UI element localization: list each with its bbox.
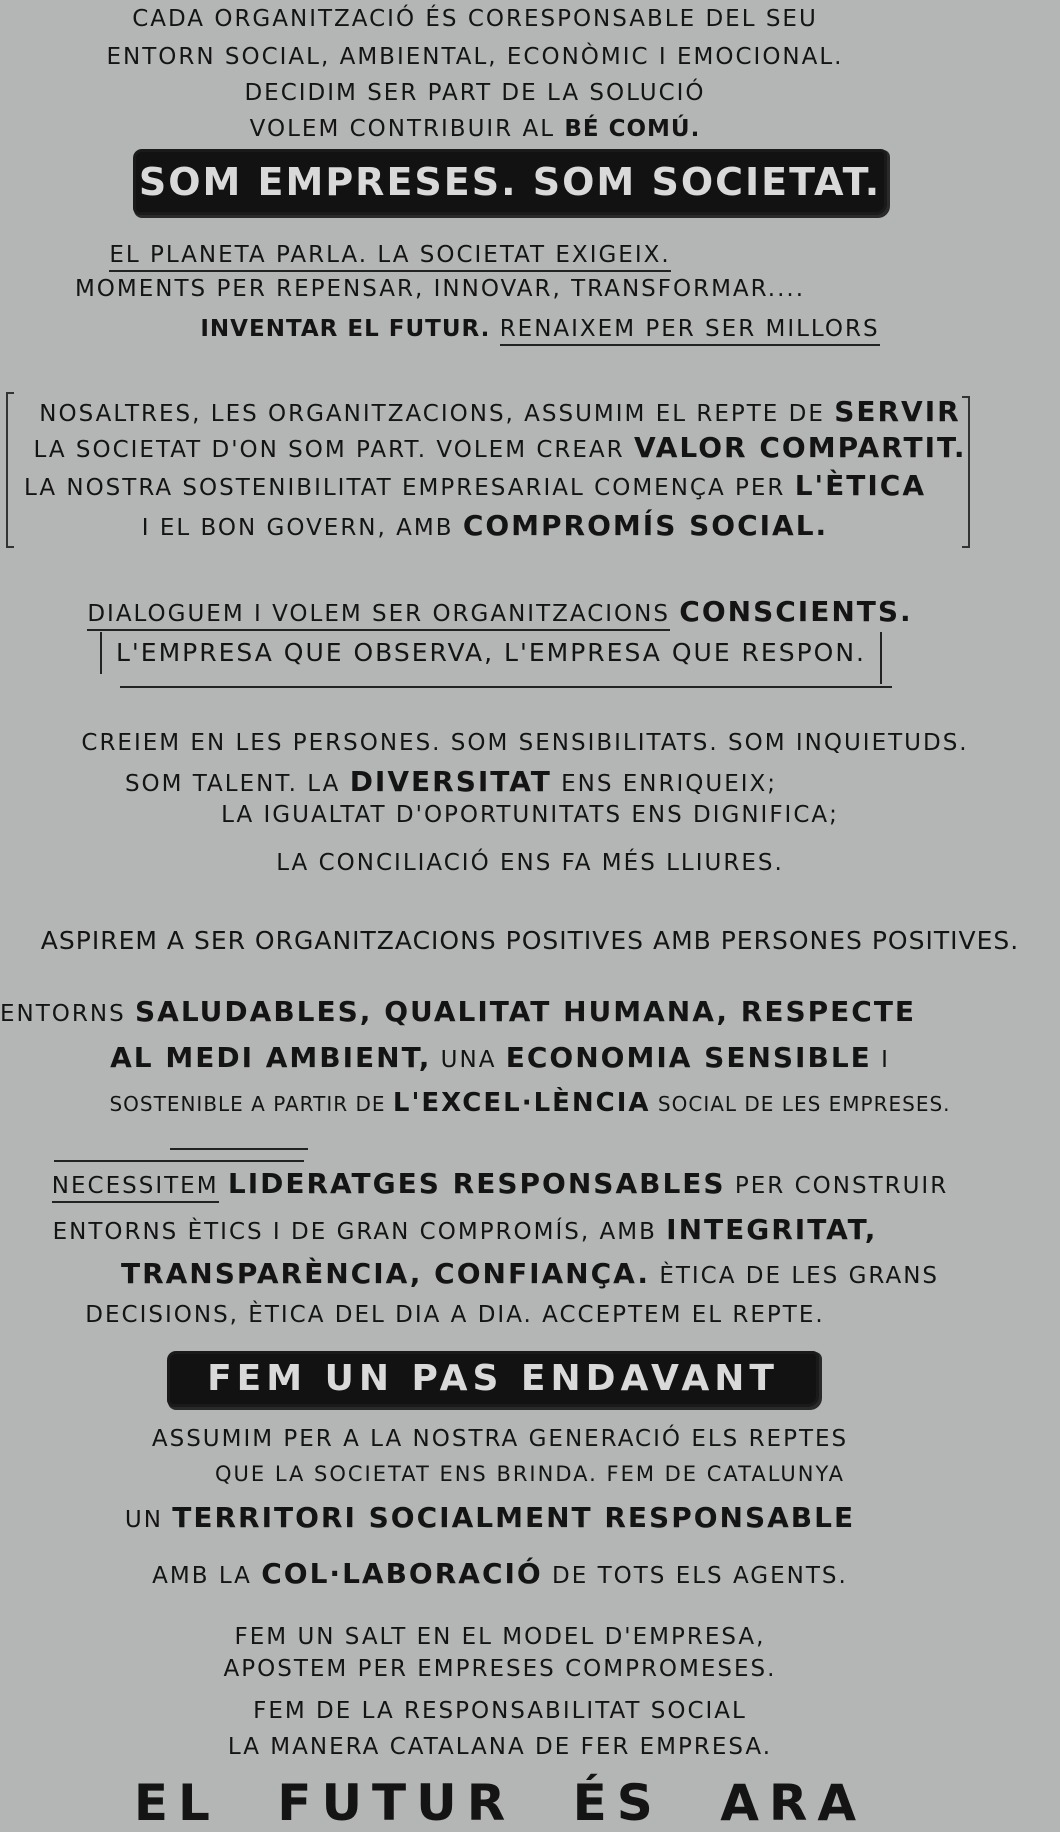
nosaltres-line-1-text: NOSALTRES, LES ORGANITZACIONS, ASSUMIM EL REPTE DE — [39, 401, 825, 427]
lideratges-line-2 — [0, 1213, 930, 1246]
entorns-economia-sensible: ECONOMIA SENSIBLE — [505, 1041, 872, 1074]
nosaltres-line-3-text: LA NOSTRA SOSTENIBILITAT EMPRESARIAL COMENÇA PER — [23, 475, 786, 501]
nosaltres-line-4-text: I EL BON GOVERN, AMB — [141, 515, 454, 541]
assumim-line-1: ASSUMIM PER A LA NOSTRA GENERACIÓ ELS REPTES — [151, 1426, 849, 1452]
nosaltres-line-3 — [0, 469, 950, 502]
entorns-line-3-end: SOCIAL DE LES EMPRESES. — [657, 1092, 951, 1116]
entorns-line-2 — [0, 1041, 1000, 1074]
intro-line-1: CADA ORGANITZACIÓ ÉS CORESPONSABLE DEL SEU — [132, 6, 818, 32]
final-headline: EL FUTUR ÉS ARA — [133, 1774, 867, 1832]
salt-line-2: APOSTEM PER EMPRESES COMPROMESES. — [223, 1656, 777, 1682]
planet-line-1 — [0, 244, 780, 267]
lideratges-line-4: DECISIONS, ÈTICA DEL DIA A DIA. ACCEPTEM EL REPTE. — [85, 1302, 825, 1328]
entorns-una: UNA — [440, 1047, 497, 1073]
banner-som-empreses: SOM EMPRESES. SOM SOCIETAT. — [136, 152, 884, 212]
nosaltres-line-2 — [0, 431, 1000, 464]
salt-line-1: FEM UN SALT EN EL MODEL D'EMPRESA, — [234, 1624, 766, 1650]
entorns-i: I — [881, 1047, 890, 1073]
lideratges-top-line — [54, 1160, 304, 1162]
nosaltres-etica: L'ÈTICA — [794, 469, 926, 502]
planet-line-3 — [0, 318, 1060, 341]
entorns-line-3 — [0, 1090, 1060, 1116]
lideratges-top-line-2 — [170, 1148, 308, 1150]
lideratges-necessitem: NECESSITEM — [52, 1173, 219, 1203]
lideratges-line-2-text: ENTORNS ÈTICS I DE GRAN COMPROMÍS, AMB — [52, 1219, 657, 1245]
entorns-saludables: SALUDABLES, QUALITAT HUMANA, RESPECTE — [135, 995, 917, 1028]
entorns-line-1-text: ENTORNS — [0, 1001, 126, 1027]
lideratges-line-1 — [0, 1167, 1000, 1200]
assumim-territori: TERRITORI SOCIALMENT RESPONSABLE — [172, 1501, 856, 1534]
intro-line-4-text: VOLEM CONTRIBUIR AL — [249, 116, 556, 142]
nosaltres-valor-compartit: VALOR COMPARTIT. — [633, 431, 967, 464]
persones-line-2 — [0, 765, 902, 798]
entorns-medi-ambient: AL MEDI AMBIENT, — [110, 1041, 432, 1074]
dialog-conscients: CONSCIENTS. — [679, 595, 913, 628]
persones-line-3: LA IGUALTAT D'OPORTUNITATS ENS DIGNIFICA; — [221, 802, 839, 828]
entorns-line-3-text: SOSTENIBLE A PARTIR DE — [109, 1092, 386, 1116]
lideratges-construir: PER CONSTRUIR — [734, 1173, 949, 1199]
persones-enriqueix: ENS ENRIQUEIX; — [561, 771, 778, 797]
dialog-line-2: L'EMPRESA QUE OBSERVA, L'EMPRESA QUE RESPON. — [115, 638, 866, 667]
persones-diversitat: DIVERSITAT — [349, 765, 552, 798]
lideratges-transparencia: TRANSPARÈNCIA, CONFIANÇA. — [120, 1257, 650, 1290]
lideratges-grans: ÈTICA DE LES GRANS — [659, 1263, 940, 1289]
persones-line-4: LA CONCILIACIÓ ENS FA MÉS LLIURES. — [276, 850, 784, 876]
salt-line-3: FEM DE LA RESPONSABILITAT SOCIAL — [253, 1698, 747, 1724]
intro-line-3: DECIDIM SER PART DE LA SOLUCIÓ — [244, 80, 706, 106]
intro-line-2: ENTORN SOCIAL, AMBIENTAL, ECONÒMIC I EMOCIONAL. — [106, 44, 844, 70]
dialog-line-1-text: DIALOGUEM I VOLEM SER ORGANITZACIONS — [87, 601, 670, 631]
nosaltres-line-4 — [0, 509, 970, 542]
persones-line-2-text: SOM TALENT. LA — [124, 771, 341, 797]
persones-line-1: CREIEM EN LES PERSONES. SOM SENSIBILITATS. SOM INQUIETUDS. — [81, 730, 969, 756]
assumim-line-3 — [0, 1501, 980, 1534]
assumim-agents: DE TOTS ELS AGENTS. — [552, 1563, 848, 1589]
intro-bold-be-comu: BÉ COMÚ. — [564, 116, 701, 142]
assumim-line-4 — [0, 1557, 1000, 1590]
lideratges-responsables: LIDERATGES RESPONSABLES — [227, 1167, 726, 1200]
nosaltres-servir: SERVIR — [834, 395, 961, 428]
planet-line-2: MOMENTS PER REPENSAR, INNOVAR, TRANSFORMAR.... — [74, 276, 806, 302]
dialog-box-bottom — [120, 686, 892, 688]
assumim-un: UN — [124, 1507, 163, 1533]
salt-line-4: LA MANERA CATALANA DE FER EMPRESA. — [227, 1734, 773, 1760]
lideratges-line-3 — [0, 1257, 1060, 1290]
assumim-amb-la: AMB LA — [152, 1563, 252, 1589]
planet-inventar: INVENTAR EL FUTUR. — [200, 316, 491, 342]
entorns-line-1 — [0, 995, 917, 1028]
aspirem-line: ASPIREM A SER ORGANITZACIONS POSITIVES AMB PERSONES POSITIVES. — [40, 926, 1020, 955]
assumim-col-laboracio: COL·LABORACIÓ — [261, 1557, 543, 1590]
banner-fem-un-pas: FEM UN PAS ENDAVANT — [170, 1354, 816, 1404]
nosaltres-line-2-text: LA SOCIETAT D'ON SOM PART. VOLEM CREAR — [33, 437, 625, 463]
nosaltres-compromis-social: COMPROMÍS SOCIAL. — [462, 509, 829, 542]
dialog-line-1 — [0, 595, 1000, 628]
assumim-line-2: QUE LA SOCIETAT ENS BRINDA. FEM DE CATALUNYA — [214, 1462, 846, 1486]
nosaltres-line-1 — [0, 395, 1000, 428]
planet-line-1-text: EL PLANETA PARLA. LA SOCIETAT EXIGEIX. — [109, 242, 670, 272]
entorns-excellencia: L'EXCEL·LÈNCIA — [392, 1088, 651, 1118]
intro-line-4 — [0, 118, 950, 141]
lideratges-integritat: INTEGRITAT, — [666, 1213, 878, 1246]
planet-renaixem: RENAIXEM PER SER MILLORS — [500, 316, 880, 346]
